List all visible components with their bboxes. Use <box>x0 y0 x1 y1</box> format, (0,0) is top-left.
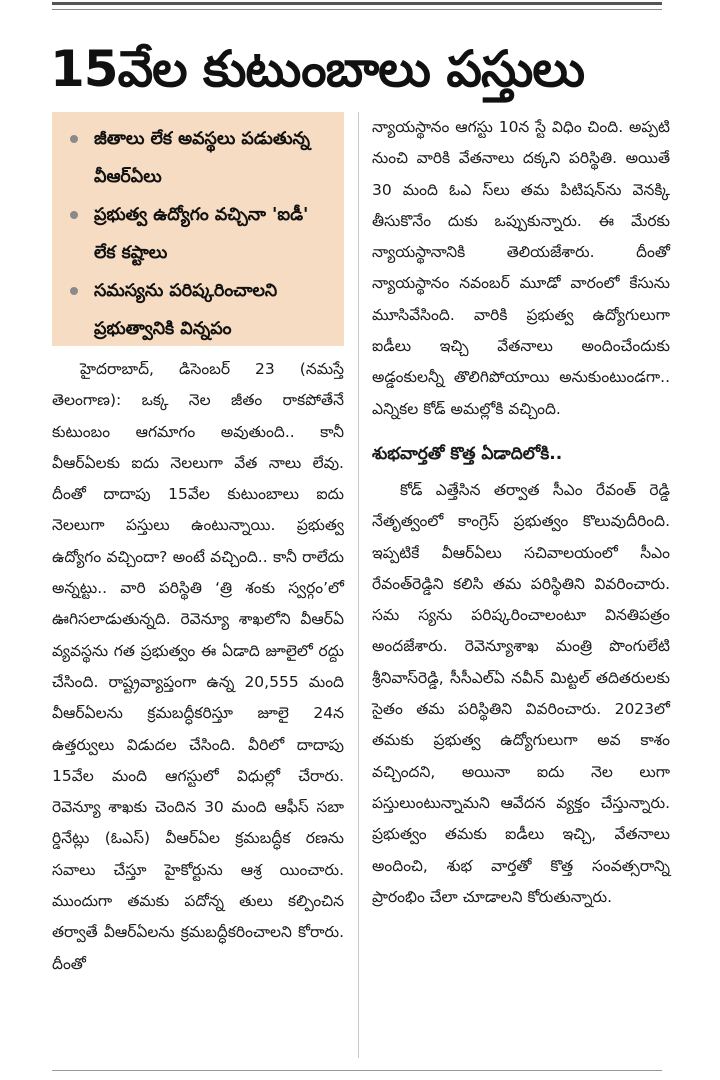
highlight-text: జీతాలు లేక అవస్థలు పడుతున్న వీఆర్‌ఏలు <box>94 129 310 187</box>
article-paragraph: హైదరాబాద్‌, డిసెంబర్‌ 23 (నమస్తే తెలంగాణ): ఒక్క నెల జీతం రాకపోతేనే కుటుంబం ఆగమాగం అవుతుంది.. కానీ వీఆర్‌ఏలకు ఐదు నెలలుగా వేత నాలు లేవు. దీంతో దాదాపు 15వేల కుటుంబాలు ఐదు నెలలుగా పస్తులు ఉంటున్నాయి. ప్రభుత్వ ఉద్యోగం వచ్చిందా? అంటే వచ్చింది.. కానీ రాలేదు అన్నట్టు.. వారి పరిస్థితి ‘త్రి శంకు స్వర్గం’లో ఊగిసలాడుతున్నది. రెవెన్యూ శాఖలోని వీఆర్‌ఏ వ్యవస్థను గత ప్రభుత్వం ఈ ఏడాది జూలైలో రద్దు చేసింది. రాష్ట్రవ్యాప్తంగా ఉన్న 20,555 మంది వీఆర్‌ఏలను క్రమబద్ధీకరిస్తూ జూలై 24న ఉత్తర్వులు విడుదల చేసింది. వీరిలో దాదాపు 15వేల మంది ఆగస్టులో విధుల్లో చేరారు. రెవెన్యూ శాఖకు చెందిన 30 మంది ఆఫీస్‌ సబా ర్డినేట్లు (ఓఎస్‌) వీఆర్‌ఏల క్రమబద్ధీక రణను సవాలు చేస్తూ హైకోర్టును ఆశ్ర యించారు. ముందుగా తమకు పదోన్న తులు కల్పించిన తర్వాతే వీఆర్‌ఏలను క్రమబద్ధీకరించాలని కోరారు. దీంతో <box>52 360 344 973</box>
highlight-text: సమస్యను పరిష్కరించాలని ప్రభుత్వానికి విన్నపం <box>94 281 278 339</box>
highlights-list <box>62 120 334 348</box>
top-rule <box>52 2 662 10</box>
headline: 15వేల కుటుంబాలు పస్తులు <box>50 40 585 98</box>
highlights-box <box>52 112 344 346</box>
bullet-icon <box>70 211 78 219</box>
highlight-item <box>62 196 334 272</box>
article-paragraph: న్యాయస్థానం ఆగస్టు 10న స్టే విధిం చింది. అప్పటి నుంచి వారికి వేతనాలు దక్కని పరిస్థితి. అయితే 30 మంది ఓఎ స్‌లు తమ పిటిషన్‌ను వెనక్కి తీసుకొనేం దుకు ఒప్పుకున్నారు. ఈ మేరకు న్యాయస్థానానికి తెలియజేశారు. దీంతో న్యాయస్థానం నవంబర్‌ మూడో వారంలో కేసును మూసివేసింది. వారికి ప్రభుత్వ ఉద్యోగులుగా ఐడీలు ఇచ్చి వేతనాలు అందించేందుకు అడ్డంకులన్నీ తొలిగిపోయాయి అనుకుంటుండగా.. ఎన్నికల కోడ్‌ అమల్లోకి వచ్చింది. <box>372 118 670 418</box>
section-subheading: శుభవార్తతో కొత్త ఏడాదిలోకి.. <box>372 443 563 464</box>
bullet-icon <box>70 287 78 295</box>
highlight-text: ప్రభుత్వ ఉద్యోగం వచ్చినా 'ఐడీ' లేక కష్టాలు <box>94 205 309 263</box>
highlight-item <box>62 120 334 196</box>
bullet-icon <box>70 135 78 143</box>
article-paragraph: కోడ్‌ ఎత్తేసిన తర్వాత సీఎం రేవంత్‌ రెడ్డి నేతృత్వంలో కాంగ్రెస్‌ ప్రభుత్వం కొలువుదీరింది. ఇప్పటికే వీఆర్‌ఏలు సచివాలయంలో సీఎం రేవంత్‌రెడ్డిని కలిసి తమ పరిస్థితిని వివరించారు. సమ స్యను పరిష్కరించాలంటూ వినతిపత్రం అందజేశారు. రెవెన్యూశాఖ మంత్రి పొంగులేటి శ్రీనివాస్‌రెడ్డి, సీసీఎల్‌ఏ నవీన్‌ మిట్టల్‌ తదితరులకు సైతం తమ పరిస్థితిని వివరించారు. 2023లో తమకు ప్రభుత్వ ఉద్యోగులుగా అవ కాశం వచ్చిందని, అయినా ఐదు నెల లుగా పస్తులుంటున్నామని ఆవేదన వ్యక్తం చేస్తున్నారు. ప్రభుత్వం తమకు ఐడీలు ఇచ్చి, వేతనాలు అందించి, శుభ వార్తతో కొత్త సంవత్సరాన్ని ప్రారంభిం చేలా చూడాలని కోరుతున్నారు. <box>372 480 670 906</box>
column-divider <box>358 112 359 1058</box>
bottom-rule <box>52 1070 662 1071</box>
article-column-right <box>372 112 670 913</box>
highlight-item <box>62 272 334 348</box>
article-column-left <box>52 354 344 980</box>
